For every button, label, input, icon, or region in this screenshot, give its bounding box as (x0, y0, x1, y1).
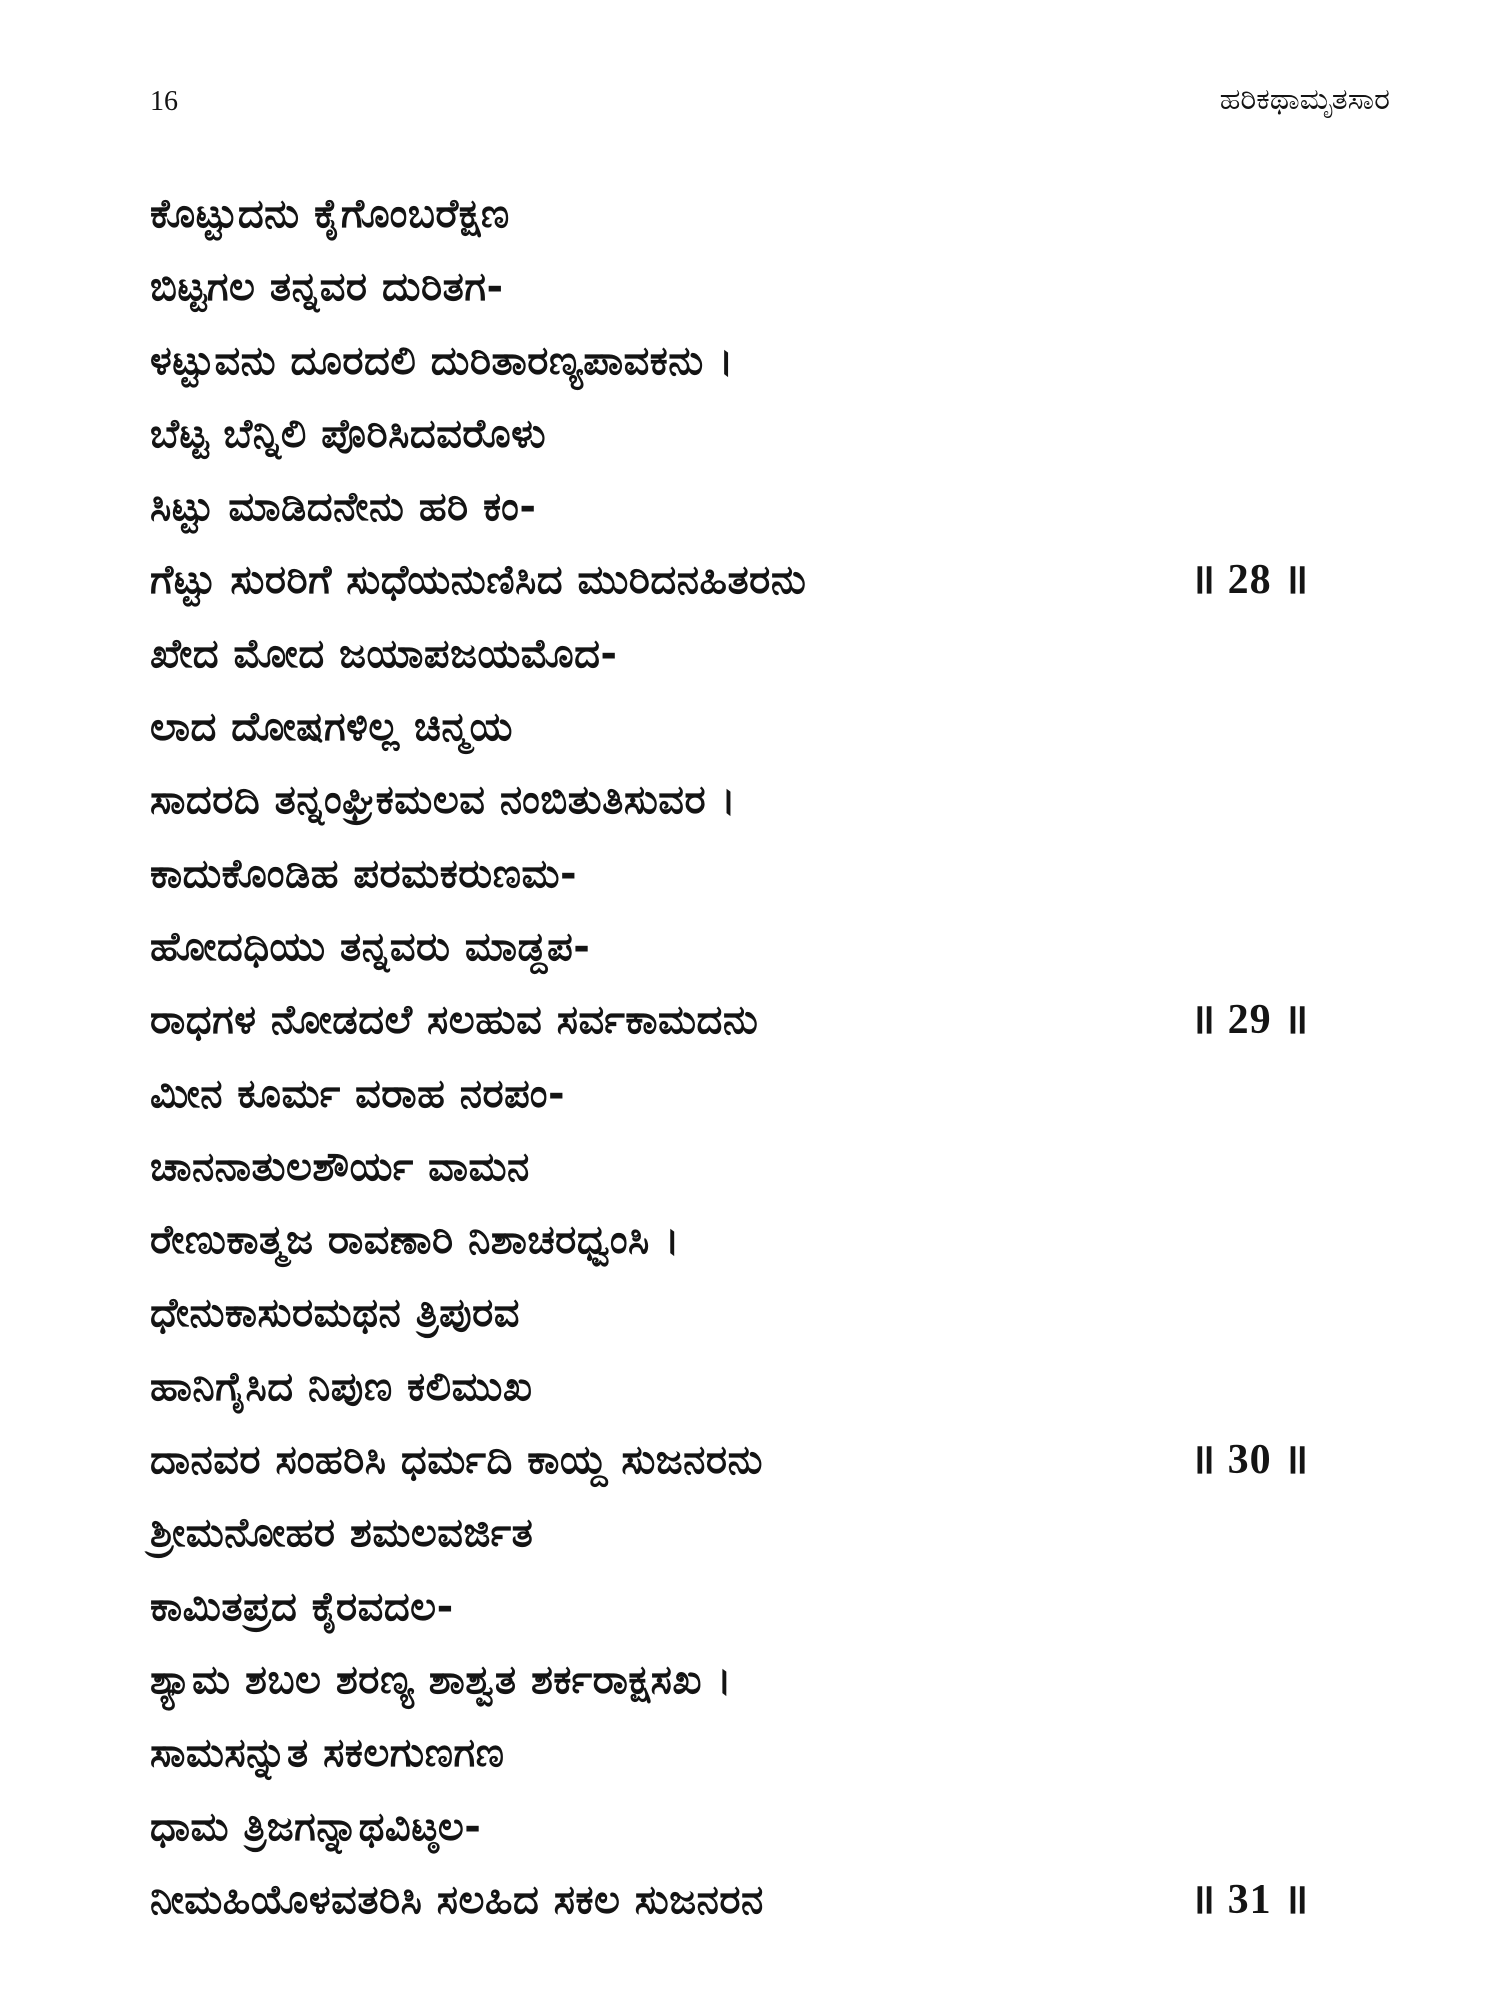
verse-line-text: ಶ್ಯಾಮ ಶಬಲ ಶರಣ್ಯ ಶಾಶ್ವತ ಶರ್ಕರಾಕ್ಷಸಖ । (150, 1656, 733, 1703)
verse-line (150, 1058, 1350, 1131)
verse-line-text: ಖೇದ ಮೋದ ಜಯಾಪಜಯಮೊದ- (150, 630, 618, 677)
verse-line-text: ಮೀನ ಕೂರ್ಮ ವರಾಹ ನರಪಂ- (150, 1070, 566, 1117)
verse-line (150, 1204, 1350, 1277)
verse-line-text: ಧೇನುಕಾಸುರಮಥನ ತ್ರಿಪುರವ (150, 1290, 520, 1337)
verse-line (150, 1571, 1350, 1644)
verse-line (150, 251, 1350, 324)
verse-line-text: ಕಾದುಕೊಂಡಿಹ ಪರಮಕರುಣಮ- (150, 850, 578, 897)
verse-line (150, 1424, 1350, 1497)
verse-line (150, 618, 1350, 691)
verse-line-text: ಳಟ್ಟುವನು ದೂರದಲಿ ದುರಿತಾರಣ್ಯಪಾವಕನು । (150, 337, 734, 384)
verse-line (150, 764, 1350, 837)
verse-line-text: ಹೋದಧಿಯು ತನ್ನವರು ಮಾಡ್ದಪ- (150, 923, 591, 970)
verse-number: ॥ 31 ॥ (1190, 1876, 1310, 1923)
verse-line-text: ಬಿಟ್ಟಗಲ ತನ್ನವರ ದುರಿತಗ- (150, 264, 504, 311)
verse-line (150, 1351, 1350, 1424)
verse-line-text: ಸಾದರದಿ ತನ್ನಂಘ್ರಿಕಮಲವ ನಂಬಿತುತಿಸುವರ । (150, 777, 737, 824)
verse-line-text: ಕೊಟ್ಟುದನು ಕೈಗೊಂಬರೆಕ್ಷಣ (150, 191, 510, 237)
verse-line (150, 1277, 1350, 1350)
verse-line-text: ಸಿಟ್ಟು ಮಾಡಿದನೇನು ಹರಿ ಕಂ- (150, 484, 537, 531)
verse-line (150, 1644, 1350, 1717)
verse-line-text: ಹಾನಿಗೈಸಿದ ನಿಪುಣ ಕಲಿಮುಖ (150, 1363, 533, 1410)
verse-line (150, 838, 1350, 911)
page-number: 16 (150, 86, 178, 117)
verse-line (150, 1864, 1350, 1937)
verse-line (150, 911, 1350, 984)
verse-line-text: ರಾಧಗಳ ನೋಡದಲೆ ಸಲಹುವ ಸರ್ವಕಾಮದನು (150, 997, 759, 1044)
verse-line-text: ನೀಮಹಿಯೊಳವತರಿಸಿ ಸಲಹಿದ ಸಕಲ ಸುಜನರನ (150, 1876, 764, 1923)
verse-line-text: ದಾನವರ ಸಂಹರಿಸಿ ಧರ್ಮದಿ ಕಾಯ್ದ ಸುಜನರನು (150, 1437, 764, 1484)
verse-block (150, 178, 1350, 1937)
verse-line (150, 178, 1350, 251)
verse-line (150, 1717, 1350, 1790)
verse-number: ॥ 29 ॥ (1190, 997, 1310, 1044)
verse-line-text: ಲಾದ ದೋಷಗಳಿಲ್ಲ ಚಿನ್ಮಯ (150, 704, 513, 751)
verse-line-text: ಗೆಟ್ಟು ಸುರರಿಗೆ ಸುಧೆಯನುಣಿಸಿದ ಮುರಿದನಹಿತರನು (150, 557, 807, 604)
verse-line-text: ರೇಣುಕಾತ್ಮಜ ರಾವಣಾರಿ ನಿಶಾಚರಧ್ವಂಸಿ । (150, 1217, 680, 1264)
verse-line-text: ಸಾಮಸನ್ನುತ ಸಕಲಗುಣಗಣ (150, 1730, 505, 1777)
verse-line-text: ಶ್ರೀಮನೋಹರ ಶಮಲವರ್ಜಿತ (150, 1510, 534, 1557)
running-head: ಹರಿಕಥಾಮೃತಸಾರ (1219, 82, 1390, 117)
verse-line-text: ಕಾಮಿತಪ್ರದ ಕೈರವದಲ- (150, 1583, 454, 1630)
verse-line (150, 1131, 1350, 1204)
verse-line (150, 1497, 1350, 1570)
verse-line-text: ಧಾಮ ತ್ರಿಜಗನ್ನಾಥವಿಟ್ಠಲ- (150, 1803, 482, 1850)
verse-line (150, 471, 1350, 544)
verse-number: ॥ 28 ॥ (1190, 557, 1310, 604)
verse-line (150, 544, 1350, 617)
verse-line (150, 398, 1350, 471)
verse-line (150, 1791, 1350, 1864)
verse-line (150, 325, 1350, 398)
verse-line (150, 984, 1350, 1057)
verse-number: ॥ 30 ॥ (1190, 1437, 1310, 1484)
verse-line (150, 691, 1350, 764)
page-header (150, 82, 1390, 136)
verse-line-text: ಬೆಟ್ಟ ಬೆನ್ನಿಲಿ ಪೊರಿಸಿದವರೊಳು (150, 410, 547, 457)
verse-line-text: ಚಾನನಾತುಲಶೌರ್ಯ ವಾಮನ (150, 1143, 530, 1190)
